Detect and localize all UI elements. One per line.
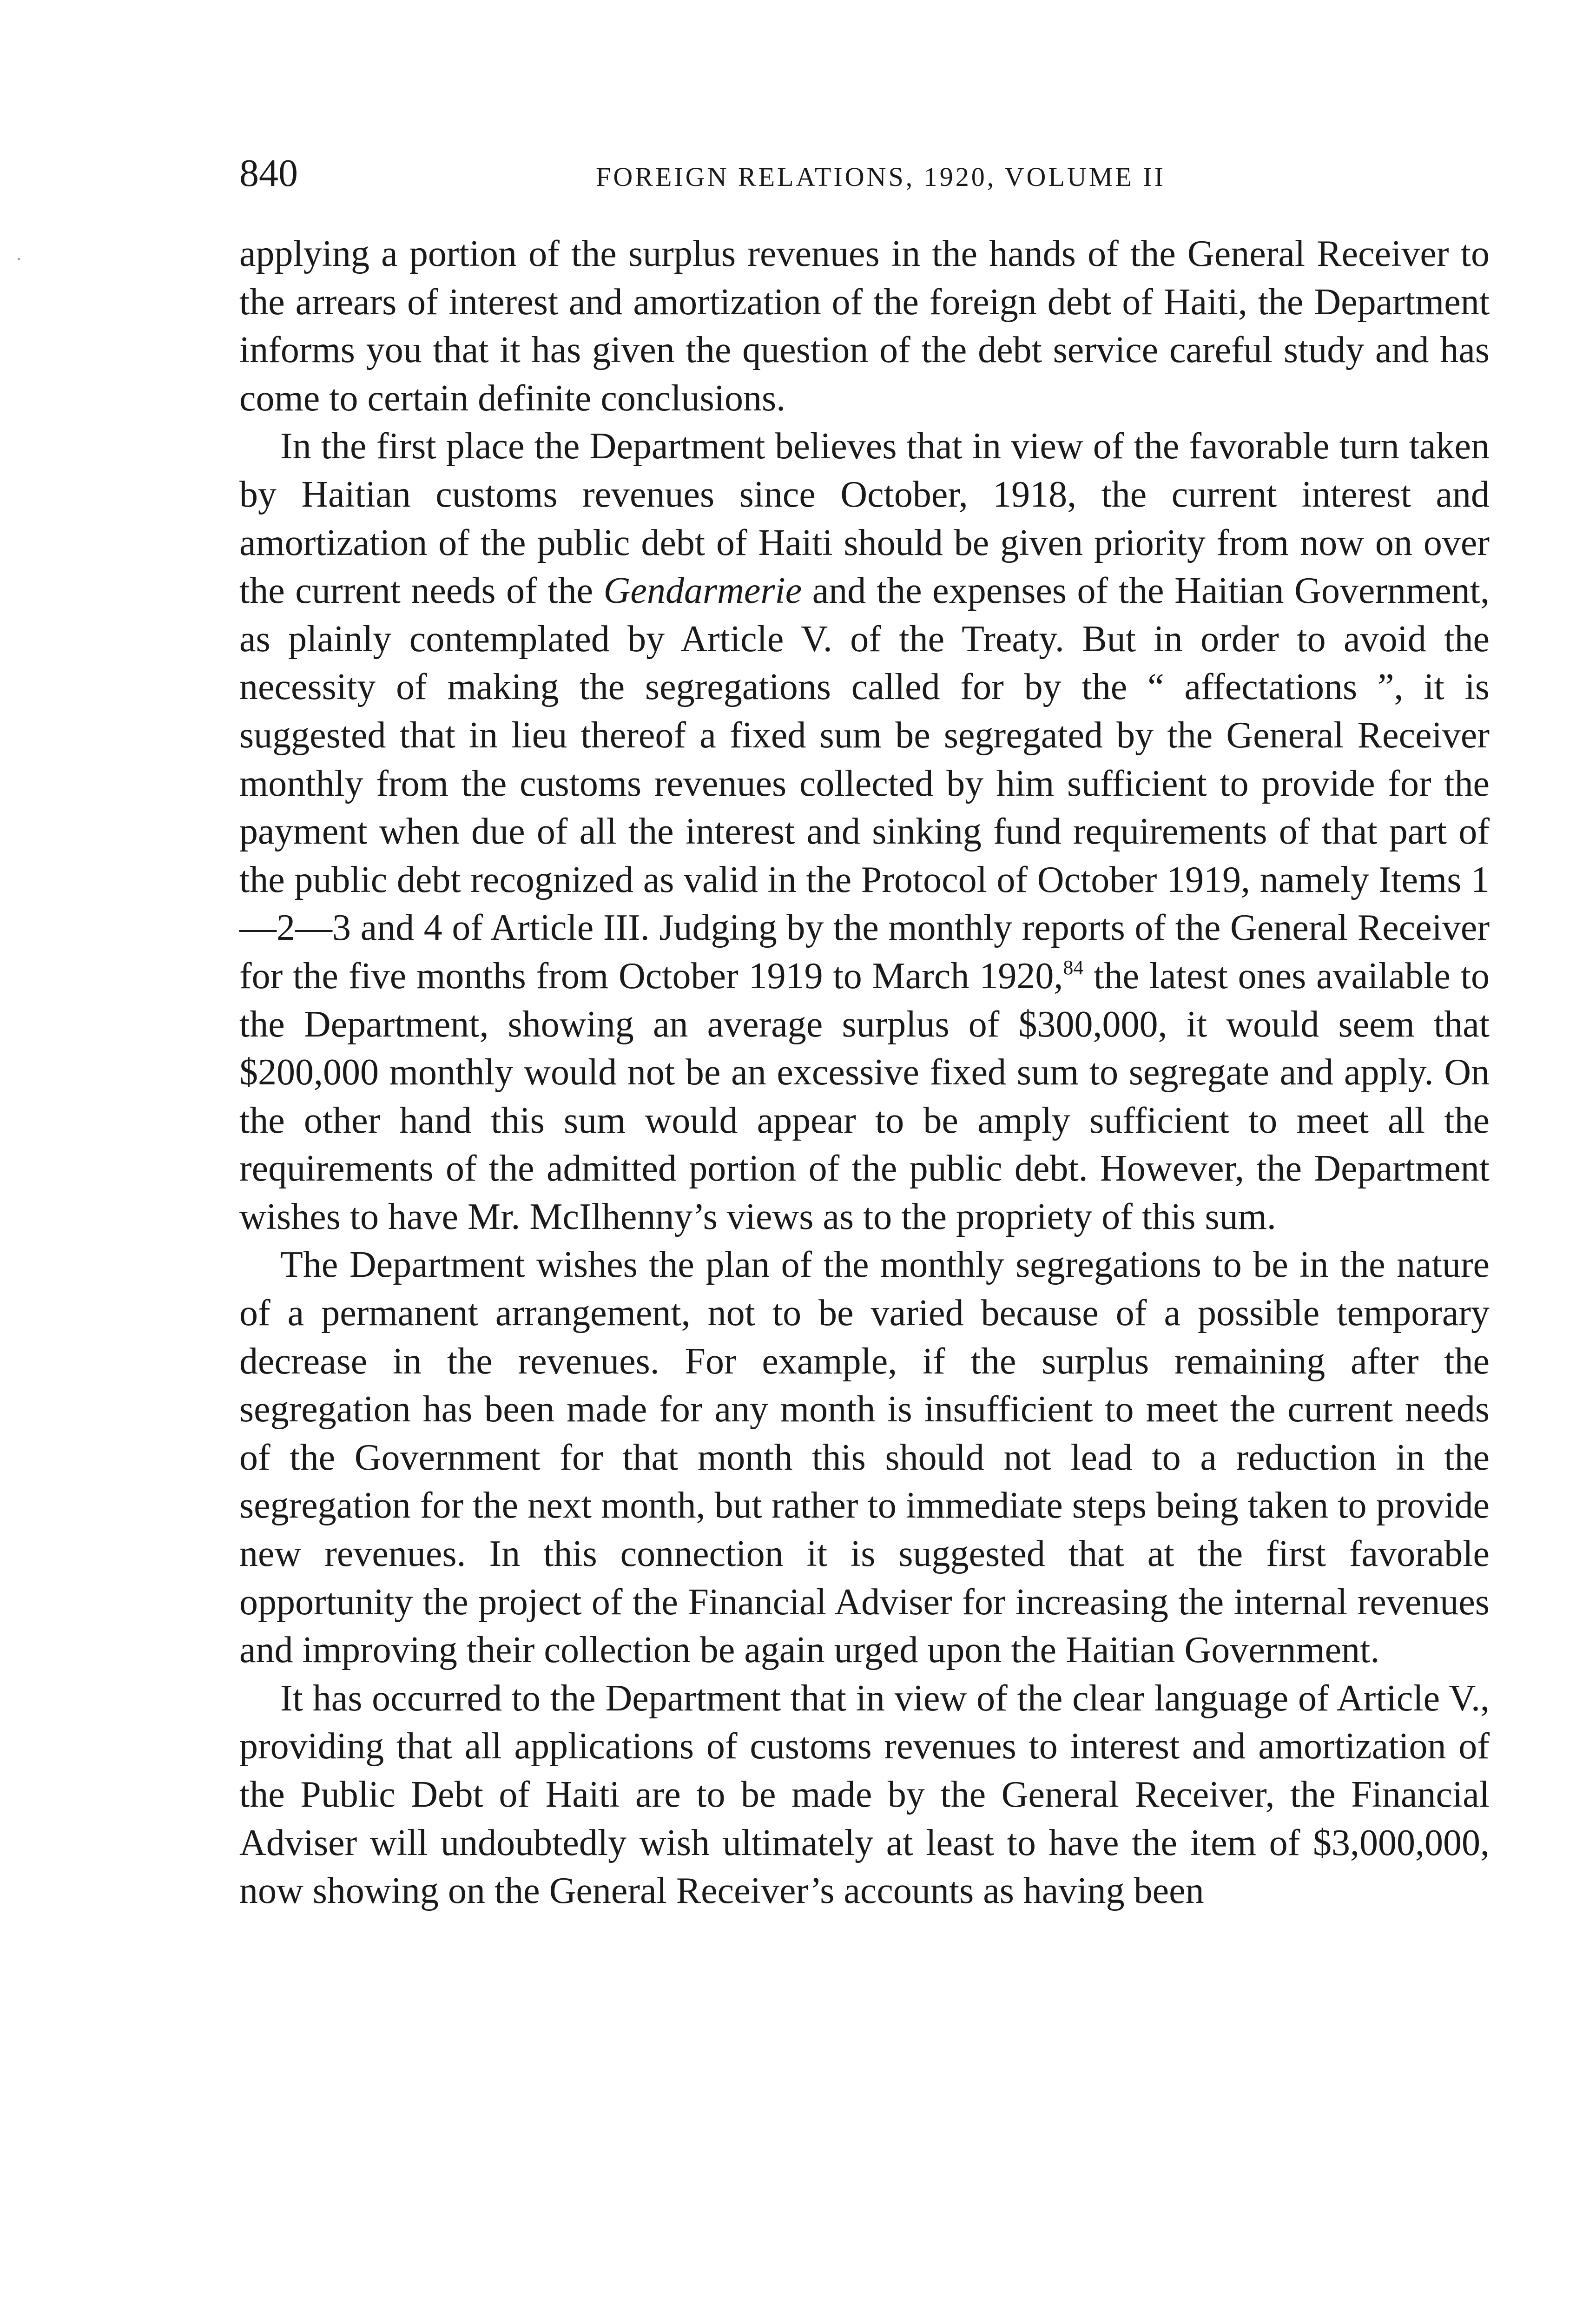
paragraph-2 <box>239 423 1490 1241</box>
paragraph-1: applying a portion of the surplus revenues in the hands of the General Receiver to the arrears of interest and amortization of the foreign debt of Haiti, the Department informs you that it has given the question of the debt service careful study and has come to certain definite conclusions. <box>239 233 1490 419</box>
paragraph-2-part-1: In the first place the Department believes that in view of the favorable turn taken by Haitian customs revenues since October, 1918, the current interest and amortization of the public debt of Haiti should be given priority from now on over the current needs of the <box>239 426 1490 612</box>
scan-speck <box>18 258 20 260</box>
running-head: FOREIGN RELATIONS, 1920, VOLUME II <box>596 162 1166 192</box>
page-header <box>239 148 1490 199</box>
paragraph-2-part-3: the latest ones available to the Department, showing an average surplus of $300,000, it would seem that $200,000 monthly would not be an excessive fixed sum to segregate and apply. On the other hand this sum would appear to be amply sufficient to meet all the requirements of the admitted portion of the public debt. However, the Department wishes to have Mr. McIlhenny’s views as to the propriety of this sum. <box>239 955 1490 1237</box>
paragraph-3: The Department wishes the plan of the monthly segregations to be in the nature of a permanent arrangement, not to be varied because of a possible temporary decrease in the revenues. For example, if the surplus remaining after the segregation has been made for any month is insufficient to meet the current needs of the Government for that month this should not lead to a reduction in the segregation for the next month, but rather to immediate steps being taken to provide new revenues. In this connection it is suggested that at the first favorable opportunity the project of the Financial Adviser for increasing the internal revenues and improving their collection be again urged upon the Haitian Government. <box>239 1244 1490 1671</box>
paragraph-4: It has occurred to the Department that in view of the clear language of Article V., providing that all applications of customs revenues to interest and amortization of the Public Debt of Haiti are to be made by the General Receiver, the Financial Adviser will undoubtedly wish ultimately at least to have the item of $3,000,000, now showing on the General Receiver’s accounts as having been <box>239 1677 1490 1912</box>
body-text <box>239 230 1490 1915</box>
paragraph-2-part-2: and the expenses of the Haitian Government, as plainly contemplated by Article V. of the Treaty. But in order to avoid the necessity of making the segregations called for by the “ affectations ”, it is suggested that in lieu thereof a fixed sum be segregated by the General Receiver monthly from the customs revenues collected by him sufficient to provide for the payment when due of all the interest and sinking fund requirements of that part of the public debt recognized as valid in the Protocol of October 1919, namely Items 1—2—3 and 4 of Article III. Judging by the monthly reports of the General Receiver for the five months from October 1919 to March 1920, <box>239 570 1490 997</box>
footnote-reference[interactable]: 84 <box>1063 956 1084 979</box>
gendarmerie-italic: Gendarmerie <box>603 570 802 612</box>
page-number: 840 <box>239 152 298 195</box>
